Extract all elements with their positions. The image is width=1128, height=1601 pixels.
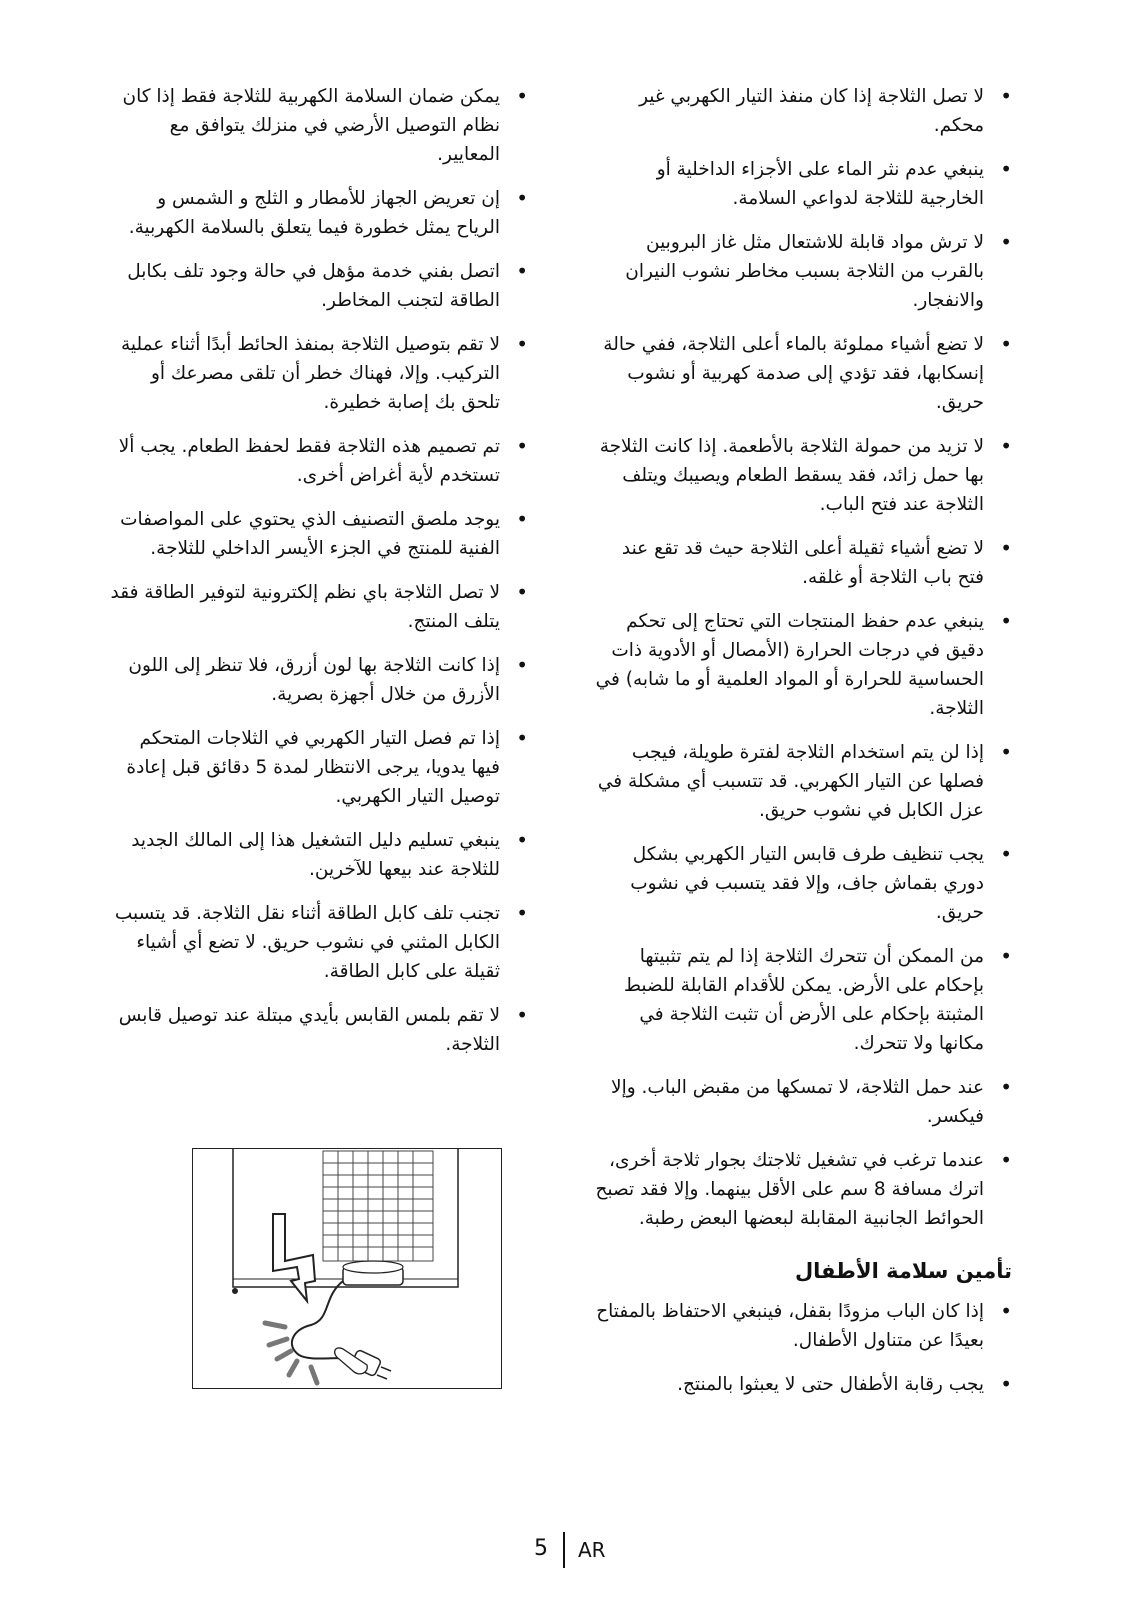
list-item: • لا تضع أشياء مملوئة بالماء أعلى الثلاجة، ففي حالة إنسكابها، فقد تؤدي إلى صدمة كهربية أو نشوب حريق. [592, 330, 1012, 417]
list-item: • عند حمل الثلاجة، لا تمسكها من مقبض الباب. وإلا فيكسر. [592, 1073, 1012, 1131]
list-item: • إذا كانت الثلاجة بها لون أزرق، فلا تنظر إلى اللون الأزرق من خلال أجهزة بصرية. [108, 651, 528, 709]
list-item: • يمكن ضمان السلامة الكهربية للثلاجة فقط إذا كان نظام التوصيل الأرضي في منزلك يتوافق مع المعايير. [108, 82, 528, 169]
list-item: • إن تعريض الجهاز للأمطار و الثلج و الشمس و الرياح يمثل خطورة فيما يتعلق بالسلامة الكهربية. [108, 184, 528, 242]
condenser-grid [323, 1151, 433, 1261]
list-item: • إذا تم فصل التيار الكهربي في الثلاجات المتحكم فيها يدويا، يرجى الانتظار لمدة 5 دقائق قبل إعادة توصيل التيار الكهربي. [108, 724, 528, 811]
list-item: • ينبغي عدم حفظ المنتجات التي تحتاج إلى تحكم دقيق في درجات الحرارة (الأمصال أو الأدوية ذات الحساسية للحرارة أو المواد العلمية أو ما شابه) في الثلاجة. [592, 607, 1012, 723]
list-item: • ينبغي عدم نثر الماء على الأجزاء الداخلية أو الخارجية للثلاجة لدواعي السلامة. [592, 155, 1012, 213]
adjustable-foot [232, 1288, 238, 1294]
right-bullet-list [592, 82, 1012, 1233]
list-item: • يجب رقابة الأطفال حتى لا يعبثوا بالمنتج. [592, 1370, 1012, 1399]
list-item: • لا تضع أشياء ثقيلة أعلى الثلاجة حيث قد تقع عند فتح باب الثلاجة أو غلقه. [592, 534, 1012, 592]
list-item: • تم تصميم هذه الثلاجة فقط لحفظ الطعام. يجب ألا تستخدم لأية أغراض أخرى. [108, 432, 528, 490]
list-item: • لا تقم بلمس القابس بأيدي مبتلة عند توصيل قابس الثلاجة. [108, 1001, 528, 1059]
left-column [108, 82, 528, 1074]
list-item: • لا تزيد من حمولة الثلاجة بالأطعمة. إذا كانت الثلاجة بها حمل زائد، فقد يسقط الطعام ويصيبك ويتلف الثلاجة عند فتح الباب. [592, 432, 1012, 519]
list-item: • لا تصل الثلاجة باي نظم إلكترونية لتوفير الطاقة فقد يتلف المنتج. [108, 578, 528, 636]
footer-divider [563, 1532, 565, 1568]
list-item: • يوجد ملصق التصنيف الذي يحتوي على المواصفات الفنية للمنتج في الجزء الأيسر الداخلي للثلاجة. [108, 505, 528, 563]
list-item: • اتصل بفني خدمة مؤهل في حالة وجود تلف بكابل الطاقة لتجنب المخاطر. [108, 257, 528, 315]
water-drops-icon [265, 1323, 317, 1383]
left-bullet-list [108, 82, 528, 1059]
fridge-plug-illustration [192, 1148, 502, 1389]
list-item: • إذا لن يتم استخدام الثلاجة لفترة طويلة، فيجب فصلها عن التيار الكهربي. قد تتسبب أي مشكلة في عزل الكابل في نشوب حريق. [592, 738, 1012, 825]
list-item: • عندما ترغب في تشغيل ثلاجتك بجوار ثلاجة أخرى، اترك مسافة 8 سم على الأقل بينهما. وإلا فقد تصبح الحوائط الجانبية المقابلة لبعضها البعض رطبة. [592, 1146, 1012, 1233]
list-item: • من الممكن أن تتحرك الثلاجة إذا لم يتم تثبيتها بإحكام على الأرض. يمكن للأقدام القابلة للضبط المثبتة بإحكام على الأرض أن تثبت الثلاجة في مكانها ولا تتحرك. [592, 942, 1012, 1058]
list-item: • لا ترش مواد قابلة للاشتعال مثل غاز البروبين بالقرب من الثلاجة بسبب مخاطر نشوب النيران والانفجار. [592, 228, 1012, 315]
page-footer [0, 1532, 1128, 1572]
fridge-plug-drawing [193, 1149, 500, 1387]
list-item: • تجنب تلف كابل الطاقة أثناء نقل الثلاجة. قد يتسبب الكابل المثني في نشوب حريق. لا تضع أي أشياء ثقيلة على كابل الطاقة. [108, 899, 528, 986]
list-item: • ينبغي تسليم دليل التشغيل هذا إلى المالك الجديد للثلاجة عند بيعها للآخرين. [108, 826, 528, 884]
lightning-bolt-icon [273, 1214, 315, 1301]
right-column [592, 82, 1012, 1414]
page-number: 5 [534, 1536, 548, 1561]
language-code: AR [578, 1538, 606, 1562]
list-item: • إذا كان الباب مزودًا بقفل، فينبغي الاحتفاظ بالمفتاح بعيدًا عن متناول الأطفال. [592, 1297, 1012, 1355]
list-item: • يجب تنظيف طرف قابس التيار الكهربي بشكل دوري بقماش جاف، وإلا فقد يتسبب في نشوب حريق. [592, 840, 1012, 927]
child-safety-list [592, 1297, 1012, 1399]
child-safety-heading: تأمين سلامة الأطفال [794, 1259, 1012, 1283]
list-item: • لا تقم بتوصيل الثلاجة بمنفذ الحائط أبدًا أثناء عملية التركيب. وإلا، فهناك خطر أن تلقى مصرعك أو تلحق بك إصابة خطيرة. [108, 330, 528, 417]
list-item: • لا تصل الثلاجة إذا كان منفذ التيار الكهربي غير محكم. [592, 82, 1012, 140]
